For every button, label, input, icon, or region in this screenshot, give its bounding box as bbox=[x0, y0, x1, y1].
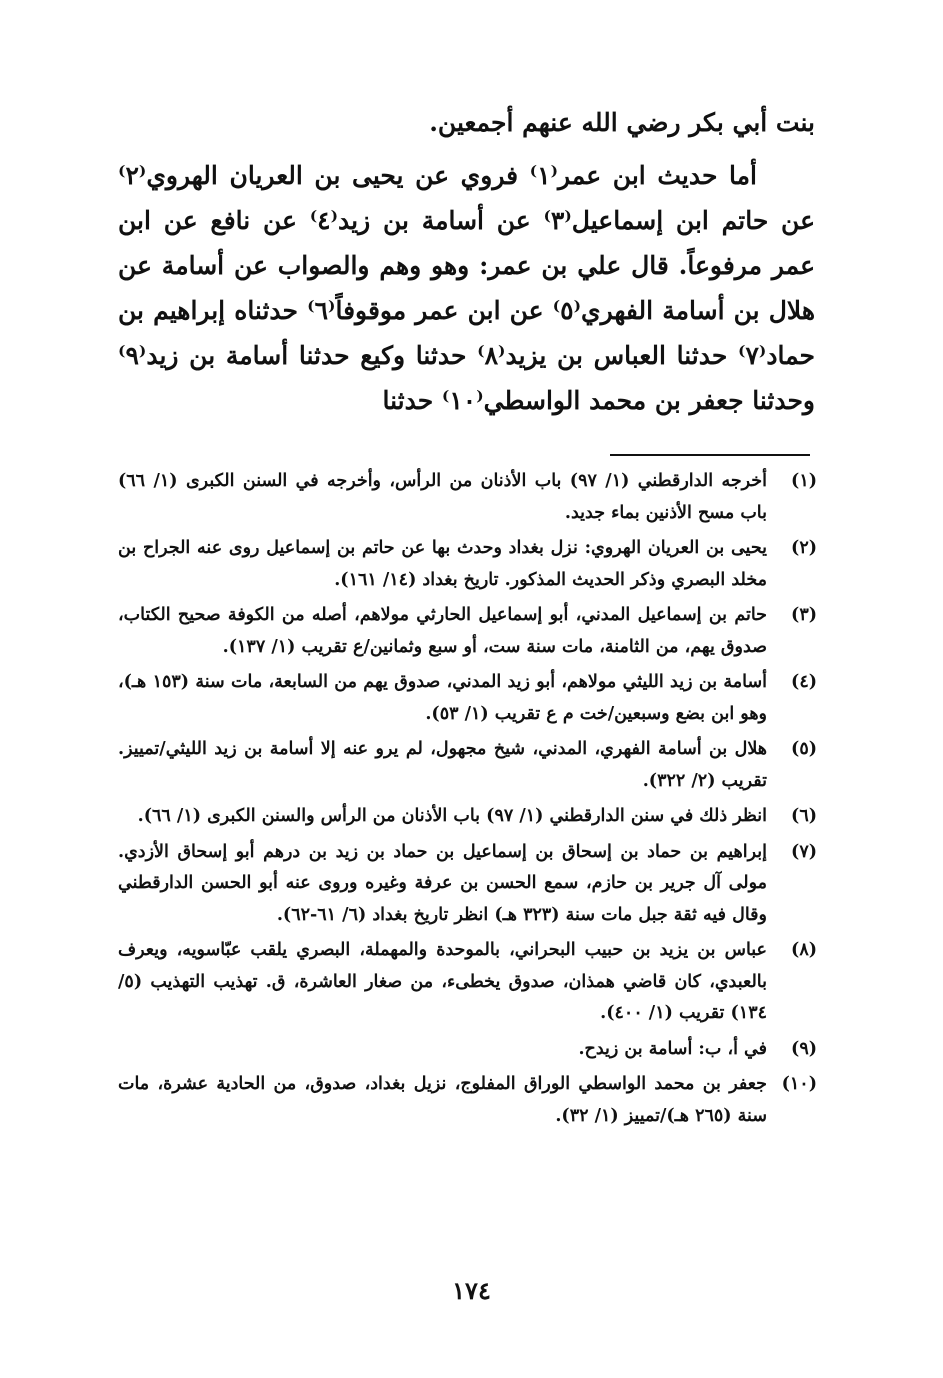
footnote-number: (٩) bbox=[791, 1038, 817, 1059]
footnote-text: في أ، ب: أسامة بن زيدح. bbox=[578, 1038, 767, 1059]
footnote bbox=[118, 734, 817, 797]
footnote-text: أسامة بن زيد الليثي مولاهم، أبو زيد المدني، صدوق يهم من السابعة، مات سنة (١٥٣ هـ)، وهو ابن بضع وسبعين/خت م ع تقريب (١/ ٥٣). bbox=[118, 672, 767, 724]
page-number: ١٧٤ bbox=[452, 1276, 491, 1305]
footnote-text: عباس بن يزيد بن حبيب البحراني، بالموحدة والمهملة، البصري يلقب عبّاسويه، ويعرف بالعبدي، كان قاضي همذان، صدوق يخطىء، من صغار العاشرة، ق. تهذيب التهذيب (٥/ ١٣٤) تقريب (١/ ٤٠٠). bbox=[118, 940, 767, 1023]
footnote bbox=[118, 837, 817, 932]
main-text bbox=[118, 100, 815, 423]
footnote-text: انظر ذلك في سنن الدارقطني (١/ ٩٧) باب الأذنان من الرأس والسنن الكبرى (١/ ٦٦). bbox=[137, 806, 767, 826]
footnote-number: (١) bbox=[791, 471, 817, 491]
footnote bbox=[118, 466, 817, 529]
footnote-number: (٧) bbox=[791, 841, 817, 862]
footnote-number: (٨) bbox=[791, 940, 817, 960]
footnote bbox=[118, 533, 817, 596]
paragraph-1: بنت أبي بكر رضي الله عنهم أجمعين. bbox=[429, 108, 815, 137]
footnote bbox=[118, 801, 817, 833]
footnote bbox=[118, 1034, 817, 1066]
footnote-number: (٢) bbox=[791, 538, 817, 558]
footnote bbox=[118, 1069, 817, 1132]
footnote-number: (٦) bbox=[791, 806, 817, 826]
footnote bbox=[118, 935, 817, 1030]
footnote-text: هلال بن أسامة الفهري، المدني، شيخ مجهول، لم يرو عنه إلا أسامة بن زيد الليثي/تمييز. تقريب (٢/ ٣٢٢). bbox=[118, 739, 767, 791]
footnote-text: يحيى بن العريان الهروي: نزل بغداد وحدث بها عن حاتم بن إسماعيل روى عنه الجراح بن مخلد البصري وذكر الحديث المذكور. تاريخ بغداد (١٤/ ١٦١). bbox=[118, 538, 767, 590]
footnote bbox=[118, 667, 817, 730]
footnote bbox=[118, 600, 817, 663]
footnote-text: أخرجه الدارقطني (١/ ٩٧) باب الأذنان من الرأس، وأخرجه في السنن الكبرى (١/ ٦٦) باب مسح الأذنين بماء جديد. bbox=[118, 471, 767, 523]
footnote-text: إبراهيم بن حماد بن إسحاق بن إسماعيل بن حماد بن زيد بن درهم أبو إسحاق الأزدي. مولى آل جرير بن حازم، سمع الحسن بن عرفة وغيره وروى عنه أبو الحسن الدارقطني وقال فيه ثقة جبل مات سنة (٣٢٣ هـ) انظر تاريخ بغداد (٦/ ٦١-٦٢). bbox=[118, 841, 767, 925]
paragraph-2: أما حديث ابن عمر⁽١⁾ فروي عن يحيى بن العريان الهروي⁽٢⁾ عن حاتم ابن إسماعيل⁽٣⁾ عن أسامة بن زيد⁽٤⁾ عن نافع عن ابن عمر مرفوعاً. قال علي بن عمر: وهو وهم والصواب عن أسامة عن هلال بن أسامة الفهري⁽٥⁾ عن ابن عمر موقوفاً⁽٦⁾ حدثناه إبراهيم بن حماد⁽٧⁾ حدثنا العباس بن يزيد⁽٨⁾ حدثنا وكيع حدثنا أسامة بن زيد⁽٩⁾ وحدثنا جعفر بن محمد الواسطي⁽١٠⁾ حدثنا bbox=[118, 161, 816, 415]
footnote-number: (١٠) bbox=[781, 1074, 817, 1094]
footnotes bbox=[118, 466, 817, 1136]
footnote-text: حاتم بن إسماعيل المدني، أبو إسماعيل الحارثي مولاهم، أصله من الكوفة صحيح الكتاب، صدوق يهم، من الثامنة، مات سنة ست، أو سبع وثمانين/ع تقريب (١/ ١٣٧). bbox=[118, 605, 767, 657]
footnote-separator bbox=[610, 454, 810, 456]
footnote-text: جعفر بن محمد الواسطي الوراق المفلوج، نزيل بغداد، صدوق، من الحادية عشرة، مات سنة (٢٦٥ هـ)/تمييز (١/ ٣٢). bbox=[118, 1074, 767, 1126]
footnote-number: (٥) bbox=[791, 739, 817, 759]
footnote-number: (٣) bbox=[791, 605, 817, 625]
footnote-number: (٤) bbox=[791, 672, 817, 692]
